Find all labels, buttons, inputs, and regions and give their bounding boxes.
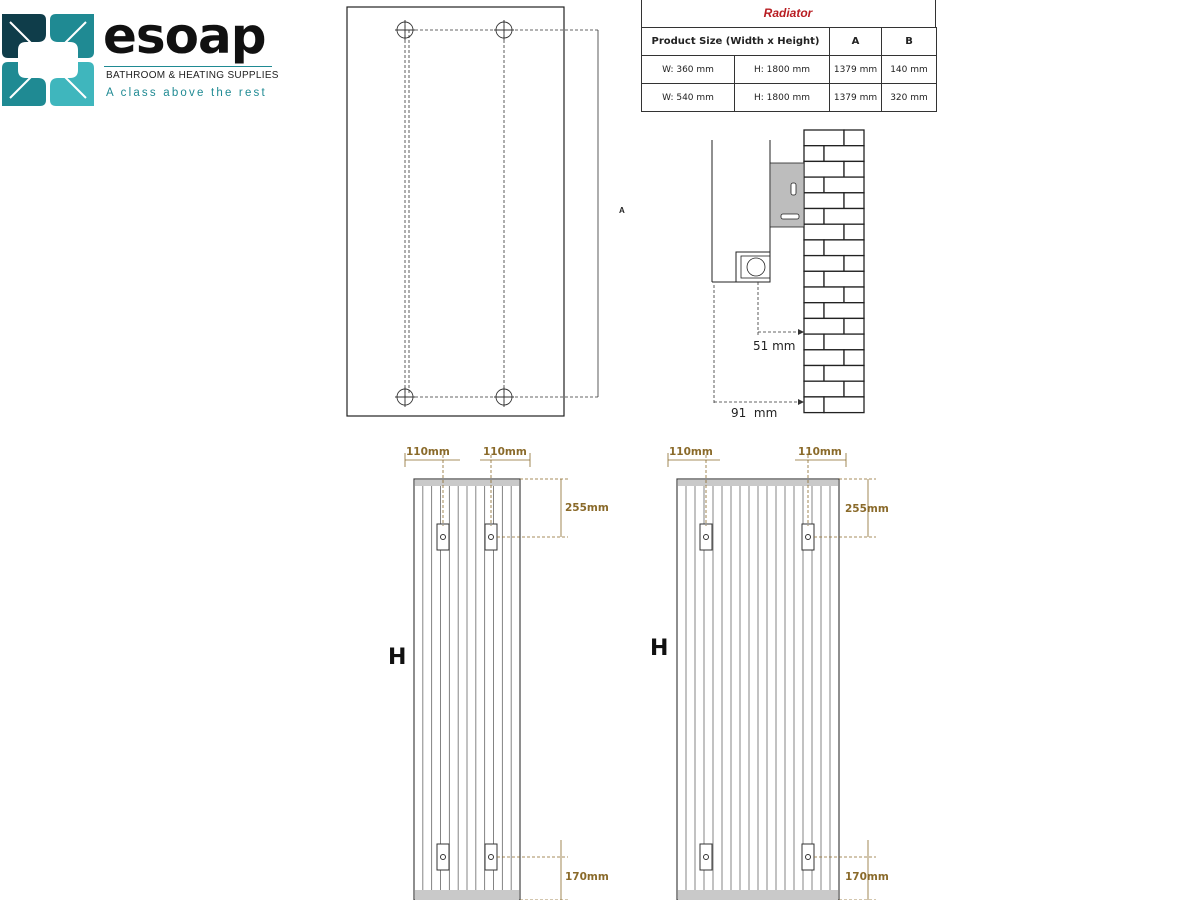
brick [804, 193, 844, 209]
brick [824, 177, 864, 193]
brick [844, 287, 864, 303]
brick [804, 397, 824, 413]
brick [844, 318, 864, 334]
brick [804, 161, 844, 177]
header-product-size: Product Size (Width x Height) [642, 28, 830, 56]
dim-top-left-2: 110mm [669, 446, 713, 458]
table-top-border-right [935, 0, 936, 27]
table-header-row [642, 28, 937, 56]
spec-table [641, 27, 937, 112]
brand-name: esoap [103, 7, 266, 65]
brick [844, 224, 864, 240]
brick [824, 366, 864, 382]
brick [804, 287, 844, 303]
height-label-1: H [388, 645, 407, 670]
brick [824, 146, 864, 162]
brick [804, 334, 824, 350]
brick [804, 177, 824, 193]
brick [824, 334, 864, 350]
brick [804, 256, 844, 272]
dim-top-left-1: 110mm [406, 446, 450, 458]
cell-width: W: 540 mm [642, 84, 735, 112]
front-panel-diagram [340, 0, 640, 425]
brick [804, 303, 824, 319]
total-depth-label: 91 mm [731, 406, 778, 420]
cell-width: W: 360 mm [642, 56, 735, 84]
brick [804, 209, 824, 225]
header-a: A [830, 28, 882, 56]
brick [844, 381, 864, 397]
dim-bottom-offset-1: 170mm [565, 871, 609, 883]
table-top-border [641, 0, 642, 27]
brick [804, 318, 844, 334]
brick [824, 209, 864, 225]
brick [844, 256, 864, 272]
cell-a: 1379 mm [830, 84, 882, 112]
header-b: B [882, 28, 937, 56]
brand-divider [104, 66, 272, 67]
dim-top-right-2: 110mm [798, 446, 842, 458]
brick [804, 130, 844, 146]
brick [804, 366, 824, 382]
brick [804, 381, 844, 397]
table-row [642, 84, 937, 112]
cell-height: H: 1800 mm [735, 56, 830, 84]
brick [804, 350, 844, 366]
radiator-title: Radiator [763, 6, 813, 20]
table-row [642, 56, 937, 84]
dimension-a-label: A [619, 206, 625, 215]
logo-icon [0, 12, 96, 108]
dim-bottom-offset-2: 170mm [845, 871, 889, 883]
brick [804, 146, 824, 162]
brick [824, 397, 864, 413]
dim-top-offset-1: 255mm [565, 502, 609, 514]
brick [844, 161, 864, 177]
brick [844, 350, 864, 366]
cell-a: 1379 mm [830, 56, 882, 84]
brand-logo [0, 12, 96, 108]
side-section-diagram [700, 125, 870, 425]
cell-b: 320 mm [882, 84, 937, 112]
brick [844, 193, 864, 209]
brick [824, 303, 864, 319]
dim-top-offset-2: 255mm [845, 503, 889, 515]
brand-subtitle: BATHROOM & HEATING SUPPLIES [106, 70, 279, 81]
brick [804, 271, 824, 287]
height-label-2: H [650, 636, 669, 661]
cell-height: H: 1800 mm [735, 84, 830, 112]
cell-b: 140 mm [882, 56, 937, 84]
brick [824, 271, 864, 287]
dim-top-right-1: 110mm [483, 446, 527, 458]
brick [844, 130, 864, 146]
brick [804, 224, 844, 240]
brick [824, 240, 864, 256]
wall-gap-label: 51 mm [753, 339, 796, 353]
brand-tagline: A class above the rest [106, 87, 267, 99]
brick [804, 240, 824, 256]
